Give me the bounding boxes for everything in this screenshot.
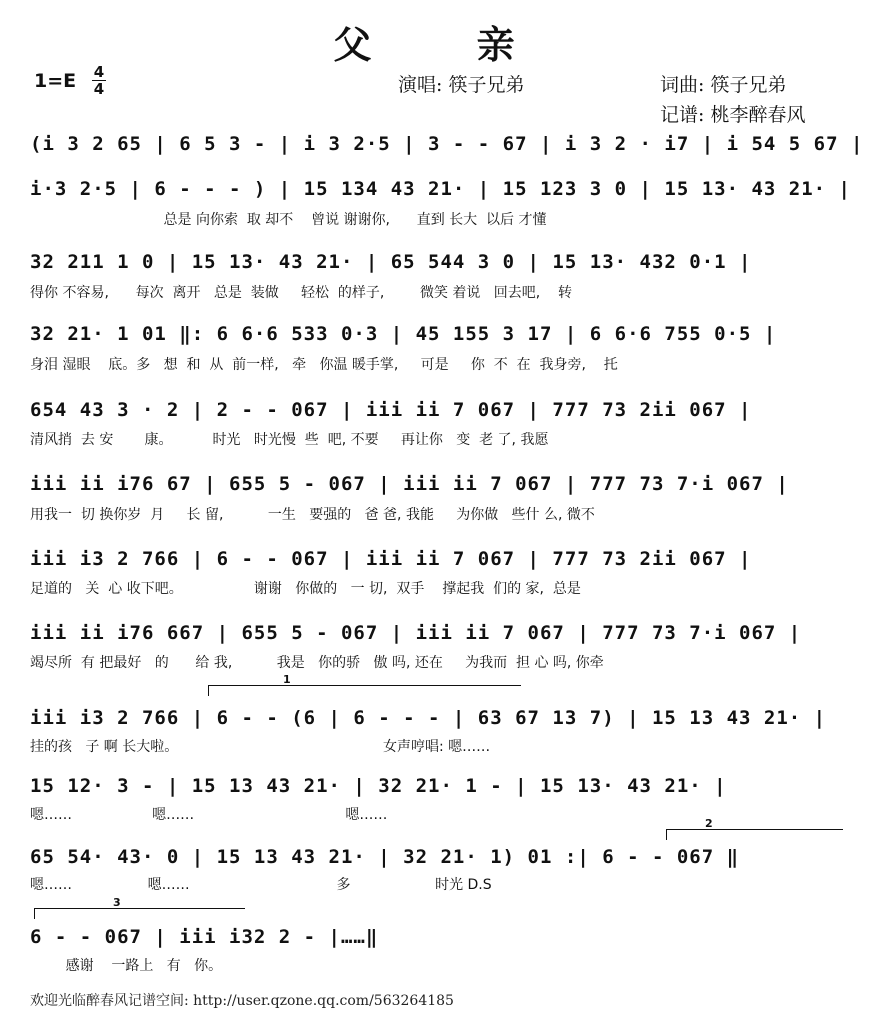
volta-bracket-1 [208,673,521,696]
lyric-row-4: 身泪 湿眼 底。多 想 和 从 前一样, 牵 你温 暖手掌, 可是 你 不 在 我身旁, 托 [30,357,618,373]
volta-bracket-3 [34,896,245,919]
lyric-row-12: 感谢 一路上 有 你。 [30,958,223,974]
lyric-row-7: 足道的 关 心 收下吧。 谢谢 你做的 一 切, 双手 撑起我 们的 家, 总是 [30,581,581,597]
time-signature [92,64,106,97]
key-signature: 1=E [34,70,77,92]
volta-number-1: 1 [283,673,291,686]
lyricist-credit: 词曲: 筷子兄弟 [660,74,787,96]
lyric-row-3: 得你 不容易, 每次 离开 总是 装做 轻松 的样子, 微笑 着说 回去吧, 转 [30,285,573,301]
lyric-row-10: 嗯…… 嗯…… 嗯…… [30,807,388,823]
notation-row-3: 32 211 1 0 | 15 13· 43 21· | 65 544 3 0 | 15 13· 432 0·1 | [30,251,752,273]
lyric-row-9: 挂的孩 子 啊 长大啦。 女声哼唱: 嗯…… [30,739,491,755]
time-signature-top: 4 [93,63,105,81]
notation-row-7: iii i3 2 766 | 6 - - 067 | iii ii 7 067 | 777 73 2ii 067 | [30,548,752,570]
notation-row-12: 6 - - 067 | iii i32 2 - |……‖ [30,926,379,948]
volta-bracket-2 [666,817,843,840]
notation-row-5: 654 43 3 · 2 | 2 - - 067 | iii ii 7 067 | 777 73 2ii 067 | [30,399,752,421]
volta-number-3: 3 [113,896,121,909]
time-signature-bottom: 4 [93,80,105,98]
lyric-row-1 [30,157,866,177]
lyric-row-6: 用我一 切 换你岁 月 长 留, 一生 要强的 爸 爸, 我能 为你做 些什 么, 微不 [30,507,595,523]
lyric-row-11: 嗯…… 嗯…… 多 时光 D.S [30,877,492,893]
notation-row-1: (i 3 2 65 | 6 5 3 - | i 3 2·5 | 3 - - 67 | i 3 2 · i7 | i 54 5 67 | [30,133,864,155]
notation-row-6: iii ii i76 67 | 655 5 - 067 | iii ii 7 067 | 777 73 7·i 067 | [30,473,789,495]
notation-row-10: 15 12· 3 - | 15 13 43 21· | 32 21· 1 - | 15 13· 43 21· | [30,775,727,797]
singer-credit: 演唱: 筷子兄弟 [398,74,525,96]
lyric-row-8: 竭尽所 有 把最好 的 给 我, 我是 你的骄 傲 吗, 还在 为我而 担 心 吗, 你牵 [30,655,604,671]
notation-row-11: 65 54· 43· 0 | 15 13 43 21· | 32 21· 1) 01 :| 6 - - 067 ‖ [30,846,740,868]
volta-number-2: 2 [705,817,713,830]
footer-credit: 欢迎光临醉春风记谱空间: http://user.qzone.qq.com/563264185 [30,993,454,1009]
lyric-row-5: 清风捎 去 安 康。 时光 时光慢 些 吧, 不要 再让你 变 老 了, 我愿 [30,432,549,448]
notation-row-9: iii i3 2 766 | 6 - - (6 | 6 - - - | 63 67 13 7) | 15 13 43 21· | [30,707,827,729]
notation-row-8: iii ii i76 667 | 655 5 - 067 | iii ii 7 067 | 777 73 7·i 067 | [30,622,802,644]
notation-row-4: 32 21· 1 01 ‖: 6 6·6 533 0·3 | 45 155 3 17 | 6 6·6 755 0·5 | [30,323,777,345]
page-title: 父 亲 [333,22,561,67]
notation-row-2: i·3 2·5 | 6 - - - ) | 15 134 43 21· | 15 123 3 0 | 15 13· 43 21· | [30,178,851,200]
lyric-row-2: 总是 向你索 取 却不 曾说 谢谢你, 直到 长大 以后 才懂 [30,212,547,228]
transcriber-credit: 记谱: 桃李醉春风 [660,104,806,126]
